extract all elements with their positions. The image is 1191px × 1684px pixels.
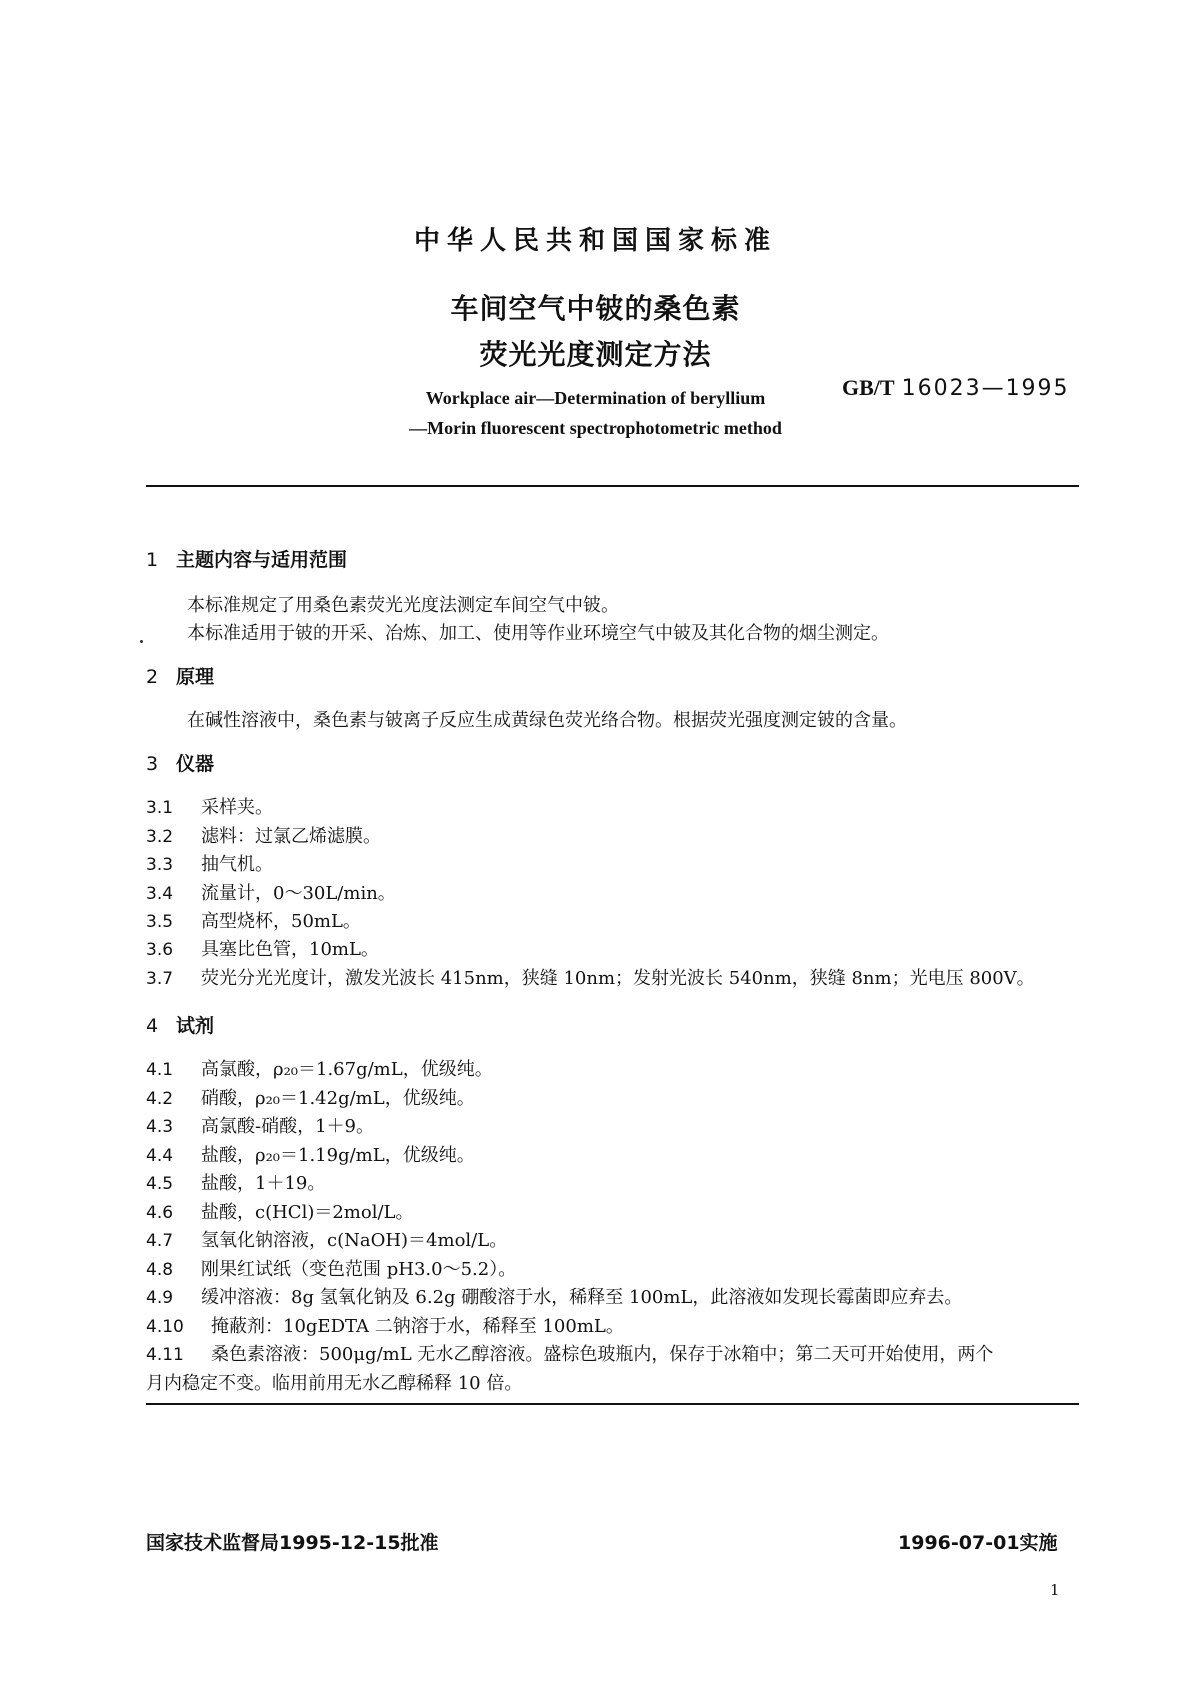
item-number: 4.1 xyxy=(146,1060,174,1080)
item-text: 采样夹。 xyxy=(201,797,273,818)
section-number: 1 xyxy=(146,549,159,571)
item-text: 高氯酸-硝酸，1＋9。 xyxy=(201,1116,374,1137)
section-2-heading xyxy=(146,662,214,689)
item-number: 3.2 xyxy=(146,827,174,847)
list-item xyxy=(146,907,361,933)
section-title: 原理 xyxy=(176,666,215,688)
item-number: 4.5 xyxy=(146,1174,174,1194)
list-item xyxy=(146,1169,325,1195)
title-cn-line1: 车间空气中铍的桑色素 xyxy=(450,292,741,325)
item-text: 盐酸，c(HCl)＝2mol/L。 xyxy=(201,1202,414,1223)
section-number: 2 xyxy=(146,666,159,688)
footer-divider xyxy=(146,1403,1079,1405)
item-text: 高型烧杯，50mL。 xyxy=(201,911,361,932)
list-item xyxy=(146,1283,962,1309)
list-item xyxy=(146,1084,475,1110)
paragraph: 本标准规定了用桑色素荧光光度法测定车间空气中铍。 xyxy=(187,595,619,616)
item-number: 4.7 xyxy=(146,1231,174,1251)
item-text: 滤料：过氯乙烯滤膜。 xyxy=(201,826,381,847)
list-item xyxy=(146,1112,374,1138)
item-text: 刚果红试纸（变色范围 pH3.0～5.2）。 xyxy=(201,1259,517,1280)
approval-line: 国家技术监督局1995-12-15批准 xyxy=(146,1532,439,1554)
header-divider xyxy=(146,485,1079,487)
item-text: 抽气机。 xyxy=(201,854,273,875)
list-item xyxy=(146,822,381,848)
page-number: 1 xyxy=(1050,1581,1060,1599)
list-item xyxy=(146,1198,413,1224)
item-text: 流量计，0～30L/min。 xyxy=(201,883,396,904)
section-title: 试剂 xyxy=(176,1015,215,1037)
list-item-continuation: 月内稳定不变。临用前用无水乙醇稀释 10 倍。 xyxy=(146,1373,523,1394)
section-number: 4 xyxy=(146,1015,159,1037)
list-item xyxy=(146,1226,507,1252)
item-text: 掩蔽剂：10gEDTA 二钠溶于水，稀释至 100mL。 xyxy=(211,1316,624,1337)
list-item xyxy=(146,1255,516,1281)
item-number: 3.5 xyxy=(146,912,174,932)
item-text: 高氯酸，ρ₂₀＝1.67g/mL，优级纯。 xyxy=(201,1059,493,1080)
item-number: 4.6 xyxy=(146,1203,174,1223)
list-item xyxy=(146,1312,624,1338)
section-4-heading xyxy=(146,1011,214,1038)
list-item xyxy=(146,1141,475,1167)
item-number: 4.4 xyxy=(146,1146,174,1166)
item-text: 硝酸，ρ₂₀＝1.42g/mL，优级纯。 xyxy=(201,1088,475,1109)
list-item xyxy=(146,1055,493,1081)
standard-code-number: 16023—1995 xyxy=(901,376,1070,401)
item-number: 4.9 xyxy=(146,1288,174,1308)
item-number: 3.7 xyxy=(146,969,174,989)
paragraph: 在碱性溶液中，桑色素与铍离子反应生成黄绿色荧光络合物。根据荧光强度测定铍的含量。 xyxy=(187,710,907,731)
item-number: 4.10 xyxy=(146,1317,184,1337)
item-text: 盐酸，1＋19。 xyxy=(201,1173,326,1194)
list-item xyxy=(146,964,1035,990)
item-number: 4.11 xyxy=(146,1345,184,1365)
title-en-line2: —Morin fluorescent spectrophotometric method xyxy=(409,418,782,438)
item-text: 氢氧化钠溶液，c(NaOH)＝4mol/L。 xyxy=(201,1230,508,1251)
list-item xyxy=(146,793,273,819)
item-text: 荧光分光光度计，激发光波长 415nm，狭缝 10nm；发射光波长 540nm，狭缝 8nm；光电压 800V。 xyxy=(201,968,1035,989)
list-item xyxy=(146,879,396,905)
item-text: 桑色素溶液：500μg/mL 无水乙醇溶液。盛棕色玻瓶内，保存于冰箱中；第二天可开始使用，两个 xyxy=(211,1344,994,1365)
item-number: 4.2 xyxy=(146,1089,174,1109)
item-number: 3.3 xyxy=(146,855,174,875)
item-number: 3.6 xyxy=(146,940,174,960)
item-number: 3.4 xyxy=(146,884,174,904)
item-number: 3.1 xyxy=(146,798,174,818)
item-text: 具塞比色管，10mL。 xyxy=(201,939,379,960)
section-title: 仪器 xyxy=(176,753,215,775)
section-1-heading xyxy=(146,545,347,572)
list-item xyxy=(146,850,273,876)
paragraph: 本标准适用于铍的开采、冶炼、加工、使用等作业环境空气中铍及其化合物的烟尘测定。 xyxy=(187,623,889,644)
title-cn-line2: 荧光光度测定方法 xyxy=(479,338,712,371)
scan-speck xyxy=(140,640,143,643)
item-text: 缓冲溶液：8g 氢氧化钠及 6.2g 硼酸溶于水，稀释至 100mL，此溶液如发现长霉菌即应弃去。 xyxy=(201,1287,963,1308)
item-number: 4.3 xyxy=(146,1117,174,1137)
list-item xyxy=(146,935,379,961)
section-3-heading xyxy=(146,749,214,776)
item-text: 盐酸，ρ₂₀＝1.19g/mL，优级纯。 xyxy=(201,1145,475,1166)
title-en-line1: Workplace air—Determination of beryllium xyxy=(425,388,766,408)
standard-code-prefix: GB/T xyxy=(842,375,895,400)
standard-category-title: 中华人民共和国国家标准 xyxy=(413,226,777,256)
section-number: 3 xyxy=(146,753,159,775)
item-number: 4.8 xyxy=(146,1260,174,1280)
list-item xyxy=(146,1340,993,1366)
section-title: 主题内容与适用范围 xyxy=(176,549,348,571)
implementation-date: 1996-07-01实施 xyxy=(898,1532,1058,1554)
